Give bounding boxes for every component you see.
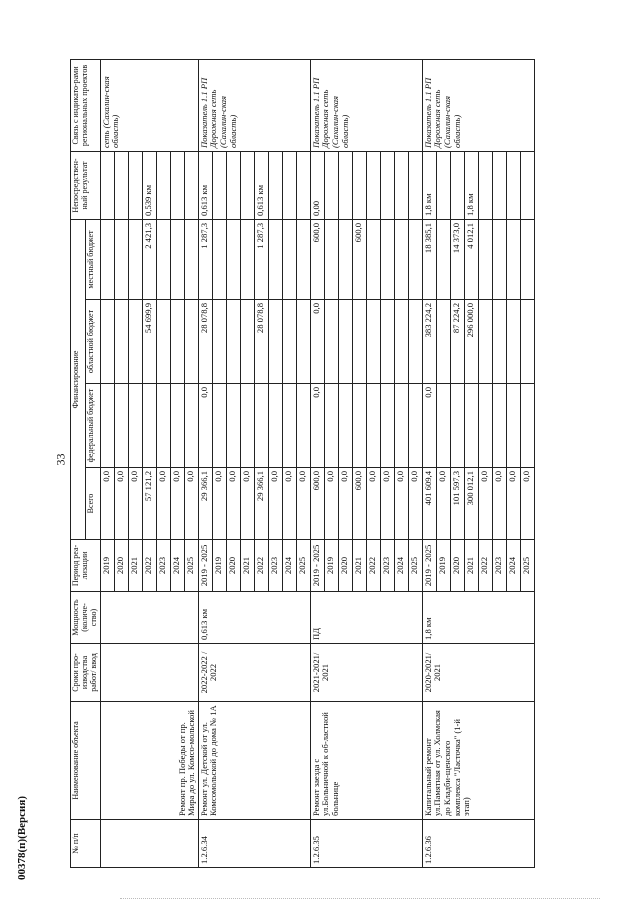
cell-total: 0,0 bbox=[520, 468, 534, 540]
cell-indicator-link: Показатель 1.1 РП Дорожная сеть (Сахалин-ская область) bbox=[310, 59, 422, 151]
cell-result bbox=[226, 151, 240, 219]
cell-result: 0,00 bbox=[310, 151, 324, 219]
cell-total: 401 609,4 bbox=[422, 468, 436, 540]
cell-federal bbox=[450, 384, 464, 468]
cell-local bbox=[240, 219, 254, 299]
cell-result bbox=[478, 151, 492, 219]
cell-total: 0,0 bbox=[184, 468, 198, 540]
header-result: Непосредствен-ный результат bbox=[71, 151, 101, 219]
cell-local bbox=[436, 219, 450, 299]
cell-period: 2022 bbox=[254, 540, 268, 592]
cell-local: 18 385,1 bbox=[422, 219, 436, 299]
cell-federal bbox=[380, 384, 394, 468]
cell-local bbox=[478, 219, 492, 299]
cell-regional: 0,0 bbox=[310, 300, 324, 384]
cell-local bbox=[380, 219, 394, 299]
cell-period: 2023 bbox=[268, 540, 282, 592]
cell-local: 2 421,3 bbox=[142, 219, 156, 299]
cell-local bbox=[268, 219, 282, 299]
cell-result bbox=[100, 151, 114, 219]
cell-period: 2025 bbox=[184, 540, 198, 592]
cell-result bbox=[436, 151, 450, 219]
cell-regional: 383 224,2 bbox=[422, 300, 436, 384]
cell-local bbox=[170, 219, 184, 299]
cell-period: 2020 bbox=[226, 540, 240, 592]
cell-total: 0,0 bbox=[436, 468, 450, 540]
cell-federal bbox=[142, 384, 156, 468]
cell-total: 0,0 bbox=[100, 468, 114, 540]
cell-period: 2019 - 2025 bbox=[198, 540, 212, 592]
cell-local bbox=[100, 219, 114, 299]
cell-result: 1,8 км bbox=[422, 151, 436, 219]
cell-result bbox=[212, 151, 226, 219]
cell-local: 600,0 bbox=[310, 219, 324, 299]
header-financing: Финансирование bbox=[71, 219, 86, 539]
cell-total: 0,0 bbox=[114, 468, 128, 540]
header-link: Связь с индикато-рами региональных проектов bbox=[71, 59, 101, 151]
header-period: Период реа-лизации bbox=[71, 540, 101, 592]
cell-regional bbox=[226, 300, 240, 384]
cell-federal bbox=[492, 384, 506, 468]
cell-local bbox=[506, 219, 520, 299]
cell-regional bbox=[478, 300, 492, 384]
cell-period: 2021 bbox=[240, 540, 254, 592]
cell-result: 0,539 км bbox=[142, 151, 156, 219]
cell-terms: 2020-2021/ 2021 bbox=[422, 644, 534, 702]
cell-period: 2025 bbox=[520, 540, 534, 592]
cell-regional: 87 224,2 bbox=[450, 300, 464, 384]
cell-result bbox=[282, 151, 296, 219]
cell-regional bbox=[170, 300, 184, 384]
cell-total: 0,0 bbox=[408, 468, 422, 540]
cell-federal: 0,0 bbox=[198, 384, 212, 468]
table-body bbox=[100, 59, 534, 867]
cell-result bbox=[170, 151, 184, 219]
cell-federal bbox=[478, 384, 492, 468]
cell-period: 2025 bbox=[296, 540, 310, 592]
cell-local bbox=[156, 219, 170, 299]
cell-period: 2019 bbox=[436, 540, 450, 592]
cell-period: 2019 bbox=[212, 540, 226, 592]
cell-num: 1.2.6.34 bbox=[198, 820, 310, 868]
cell-total: 0,0 bbox=[478, 468, 492, 540]
cell-period: 2022 bbox=[478, 540, 492, 592]
cell-federal bbox=[170, 384, 184, 468]
cell-capacity: ПД bbox=[310, 592, 422, 644]
cell-local bbox=[520, 219, 534, 299]
cell-result bbox=[128, 151, 142, 219]
cell-result bbox=[184, 151, 198, 219]
cell-total: 0,0 bbox=[338, 468, 352, 540]
cell-result bbox=[450, 151, 464, 219]
cell-num: 1.2.6.36 bbox=[422, 820, 534, 868]
cell-federal bbox=[366, 384, 380, 468]
cell-local bbox=[492, 219, 506, 299]
header-local: местный бюджет bbox=[85, 219, 100, 299]
cell-result bbox=[520, 151, 534, 219]
cell-total: 57 121,2 bbox=[142, 468, 156, 540]
cell-result bbox=[380, 151, 394, 219]
cell-period: 2019 - 2025 bbox=[310, 540, 324, 592]
cell-local bbox=[408, 219, 422, 299]
cell-object-name: Ремонт заезда с ул.Больничной к об-ластной больнице bbox=[310, 702, 422, 820]
cell-result bbox=[352, 151, 366, 219]
cell-federal bbox=[240, 384, 254, 468]
cell-total: 0,0 bbox=[296, 468, 310, 540]
cell-result bbox=[492, 151, 506, 219]
cell-result bbox=[156, 151, 170, 219]
cell-regional: 54 699,9 bbox=[142, 300, 156, 384]
cell-regional bbox=[408, 300, 422, 384]
cell-regional bbox=[380, 300, 394, 384]
cell-local bbox=[128, 219, 142, 299]
cell-federal bbox=[338, 384, 352, 468]
cell-object-name: Ремонт ул. Детской от ул. Комсомольской до дома № 1А bbox=[198, 702, 310, 820]
cell-result: 0,613 км bbox=[254, 151, 268, 219]
cell-regional bbox=[436, 300, 450, 384]
cell-capacity bbox=[100, 592, 198, 644]
cell-federal: 0,0 bbox=[310, 384, 324, 468]
cell-federal bbox=[156, 384, 170, 468]
cell-object-name: Ремонт пр. Победы от пр. Мира до ул. Комсо-мольской bbox=[100, 702, 198, 820]
cell-period: 2021 bbox=[352, 540, 366, 592]
header-regional: областной бюджет bbox=[85, 300, 100, 384]
cell-federal bbox=[226, 384, 240, 468]
cell-result bbox=[324, 151, 338, 219]
table-row bbox=[422, 59, 436, 867]
cell-regional bbox=[114, 300, 128, 384]
cell-regional: 28 078,8 bbox=[254, 300, 268, 384]
cell-regional bbox=[184, 300, 198, 384]
cell-capacity: 0,613 км bbox=[198, 592, 310, 644]
cell-total: 101 597,3 bbox=[450, 468, 464, 540]
cell-total: 0,0 bbox=[282, 468, 296, 540]
cell-total: 0,0 bbox=[366, 468, 380, 540]
header-capacity: Мощность (количе-ство) bbox=[71, 592, 101, 644]
cell-num: 1.2.6.35 bbox=[310, 820, 422, 868]
cell-terms: 2021-2021/ 2021 bbox=[310, 644, 422, 702]
cell-terms: 2022-2022 / 2022 bbox=[198, 644, 310, 702]
cell-terms bbox=[100, 644, 198, 702]
cell-indicator-link: Показатель 1.1 РП Дорожная сеть (Сахалин-ская область) bbox=[198, 59, 310, 151]
cell-federal bbox=[296, 384, 310, 468]
cell-local: 600,0 bbox=[352, 219, 366, 299]
cell-federal bbox=[268, 384, 282, 468]
cell-regional bbox=[366, 300, 380, 384]
cell-period: 2019 bbox=[324, 540, 338, 592]
cell-federal bbox=[128, 384, 142, 468]
cell-federal bbox=[100, 384, 114, 468]
cell-local bbox=[282, 219, 296, 299]
cell-federal bbox=[436, 384, 450, 468]
cell-regional bbox=[520, 300, 534, 384]
cell-total: 0,0 bbox=[324, 468, 338, 540]
cell-result bbox=[408, 151, 422, 219]
cell-total: 0,0 bbox=[212, 468, 226, 540]
cell-result bbox=[268, 151, 282, 219]
cell-total: 600,0 bbox=[352, 468, 366, 540]
cell-federal bbox=[212, 384, 226, 468]
cell-regional: 296 000,0 bbox=[464, 300, 478, 384]
cell-result bbox=[240, 151, 254, 219]
cell-local bbox=[338, 219, 352, 299]
cell-regional bbox=[128, 300, 142, 384]
project-table bbox=[70, 59, 535, 868]
cell-period: 2020 bbox=[114, 540, 128, 592]
cell-federal bbox=[254, 384, 268, 468]
cell-local bbox=[366, 219, 380, 299]
cell-local bbox=[114, 219, 128, 299]
cell-federal bbox=[394, 384, 408, 468]
document-code: 00378(п)(Версия) bbox=[16, 796, 28, 880]
cell-period: 2023 bbox=[380, 540, 394, 592]
cell-total: 300 012,1 bbox=[464, 468, 478, 540]
cell-total: 0,0 bbox=[380, 468, 394, 540]
cell-local bbox=[296, 219, 310, 299]
cell-federal bbox=[520, 384, 534, 468]
header-terms: Сроки про-изводства работ/ ввод bbox=[71, 644, 101, 702]
cell-period: 2024 bbox=[170, 540, 184, 592]
cell-period: 2020 bbox=[450, 540, 464, 592]
cell-period: 2022 bbox=[366, 540, 380, 592]
cell-federal bbox=[114, 384, 128, 468]
cell-local: 4 012,1 bbox=[464, 219, 478, 299]
cell-capacity: 1,8 км bbox=[422, 592, 534, 644]
rotated-document bbox=[70, 60, 531, 868]
cell-total: 0,0 bbox=[394, 468, 408, 540]
cell-result: 0,613 км bbox=[198, 151, 212, 219]
cell-total: 0,0 bbox=[170, 468, 184, 540]
cell-period: 2019 bbox=[100, 540, 114, 592]
cell-local: 14 373,0 bbox=[450, 219, 464, 299]
header-num: № п/п bbox=[71, 820, 101, 868]
cell-total: 600,0 bbox=[310, 468, 324, 540]
cell-object-name: Капитальный ремонт ул.Памятная от ул. Холмская до Кладби-щенского комплекса "Ласточка" (1-й этап) bbox=[422, 702, 534, 820]
cell-federal bbox=[408, 384, 422, 468]
cell-result bbox=[338, 151, 352, 219]
header-federal: федеральный бюджет bbox=[85, 384, 100, 468]
cell-local: 1 287,3 bbox=[198, 219, 212, 299]
cell-period: 2024 bbox=[506, 540, 520, 592]
scan-edge-line bbox=[120, 898, 600, 899]
cell-federal bbox=[282, 384, 296, 468]
cell-total: 0,0 bbox=[156, 468, 170, 540]
cell-regional bbox=[506, 300, 520, 384]
cell-regional bbox=[240, 300, 254, 384]
cell-regional bbox=[212, 300, 226, 384]
cell-federal: 0,0 bbox=[422, 384, 436, 468]
header-name: Наименование объекта bbox=[71, 702, 101, 820]
cell-result bbox=[506, 151, 520, 219]
cell-indicator-link: сеть (Сахалин-ская область) bbox=[100, 59, 198, 151]
cell-federal bbox=[184, 384, 198, 468]
cell-local: 1 287,3 bbox=[254, 219, 268, 299]
cell-period: 2022 bbox=[142, 540, 156, 592]
cell-regional: 28 078,8 bbox=[198, 300, 212, 384]
cell-regional bbox=[338, 300, 352, 384]
cell-total: 29 366,1 bbox=[198, 468, 212, 540]
table-row bbox=[198, 59, 212, 867]
cell-local bbox=[226, 219, 240, 299]
cell-local bbox=[184, 219, 198, 299]
cell-result bbox=[394, 151, 408, 219]
cell-local bbox=[212, 219, 226, 299]
cell-period: 2025 bbox=[408, 540, 422, 592]
cell-total: 29 366,1 bbox=[254, 468, 268, 540]
cell-period: 2021 bbox=[464, 540, 478, 592]
cell-period: 2024 bbox=[282, 540, 296, 592]
cell-federal bbox=[324, 384, 338, 468]
cell-regional bbox=[296, 300, 310, 384]
cell-federal bbox=[352, 384, 366, 468]
cell-period: 2023 bbox=[156, 540, 170, 592]
cell-total: 0,0 bbox=[128, 468, 142, 540]
cell-regional bbox=[282, 300, 296, 384]
cell-federal bbox=[506, 384, 520, 468]
header-total: Всего bbox=[85, 468, 100, 540]
cell-period: 2019 - 2025 bbox=[422, 540, 436, 592]
cell-total: 0,0 bbox=[492, 468, 506, 540]
cell-local bbox=[394, 219, 408, 299]
cell-regional bbox=[268, 300, 282, 384]
cell-regional bbox=[394, 300, 408, 384]
cell-regional bbox=[100, 300, 114, 384]
cell-federal bbox=[464, 384, 478, 468]
cell-total: 0,0 bbox=[226, 468, 240, 540]
cell-total: 0,0 bbox=[268, 468, 282, 540]
cell-total: 0,0 bbox=[240, 468, 254, 540]
cell-result bbox=[296, 151, 310, 219]
cell-period: 2024 bbox=[394, 540, 408, 592]
page-number: 33 bbox=[53, 453, 68, 466]
cell-num bbox=[100, 820, 198, 868]
cell-regional bbox=[352, 300, 366, 384]
cell-result bbox=[366, 151, 380, 219]
table-header bbox=[71, 59, 101, 867]
cell-indicator-link: Показатель 1.1 РП Дорожная сеть (Сахалин-ская область) bbox=[422, 59, 534, 151]
cell-period: 2020 bbox=[338, 540, 352, 592]
cell-period: 2023 bbox=[492, 540, 506, 592]
cell-regional bbox=[324, 300, 338, 384]
cell-result bbox=[114, 151, 128, 219]
cell-total: 0,0 bbox=[506, 468, 520, 540]
cell-period: 2021 bbox=[128, 540, 142, 592]
table-row bbox=[310, 59, 324, 867]
cell-regional bbox=[156, 300, 170, 384]
cell-regional bbox=[492, 300, 506, 384]
cell-local bbox=[324, 219, 338, 299]
table-row bbox=[100, 59, 114, 867]
cell-result: 1,8 км bbox=[464, 151, 478, 219]
